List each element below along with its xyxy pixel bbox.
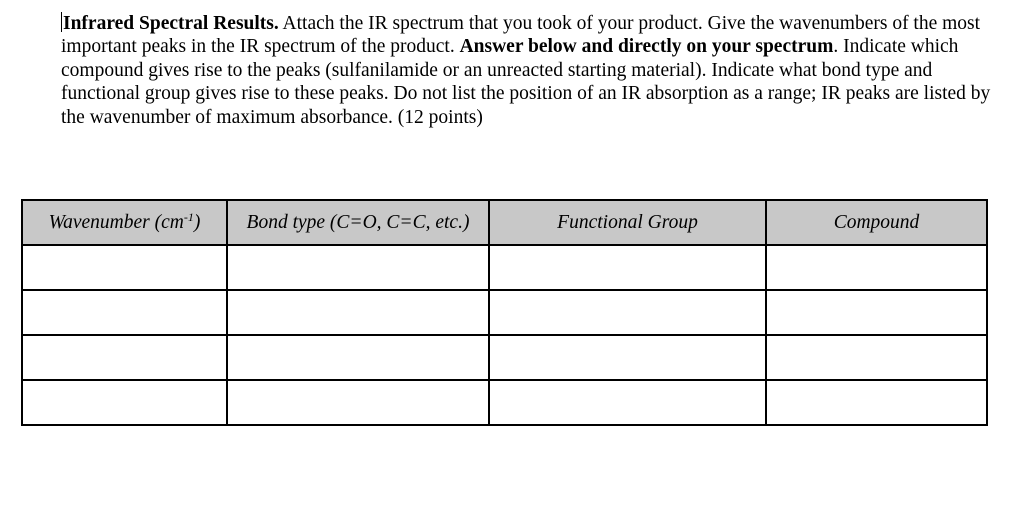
header-wavenumber-superscript: -1 <box>183 209 194 224</box>
cell-wavenumber[interactable] <box>22 290 227 335</box>
section-title: Infrared Spectral Results. <box>63 13 279 34</box>
table-row <box>22 380 987 425</box>
header-compound: Compound <box>766 200 987 245</box>
cell-compound[interactable] <box>766 245 987 290</box>
header-functional-group: Functional Group <box>489 200 766 245</box>
header-bond-type: Bond type (C=O, C=C, etc.) <box>227 200 489 245</box>
cell-functional-group[interactable] <box>489 290 766 335</box>
cell-compound[interactable] <box>766 335 987 380</box>
cell-functional-group[interactable] <box>489 245 766 290</box>
cell-wavenumber[interactable] <box>22 245 227 290</box>
table-row <box>22 245 987 290</box>
text-cursor <box>61 12 62 32</box>
cell-bond-type[interactable] <box>227 290 489 335</box>
cell-bond-type[interactable] <box>227 380 489 425</box>
header-wavenumber-text: Wavenumber (cm <box>48 211 184 233</box>
table-row <box>22 335 987 380</box>
instructions-part-1: Attach the IR spectrum that you took of your product. Give the wavenumbers of the most important peaks in the IR spectrum of the product. <box>61 13 981 58</box>
cell-compound[interactable] <box>766 380 987 425</box>
table-header-row <box>22 200 987 245</box>
cell-wavenumber[interactable] <box>22 335 227 380</box>
ir-results-table <box>21 199 988 426</box>
table-row <box>22 290 987 335</box>
cell-functional-group[interactable] <box>489 335 766 380</box>
cell-bond-type[interactable] <box>227 335 489 380</box>
cell-functional-group[interactable] <box>489 380 766 425</box>
cell-compound[interactable] <box>766 290 987 335</box>
header-wavenumber-close: ) <box>193 211 201 233</box>
instructions-part-2: . Indicate which compound gives rise to the peaks (sulfanilamide or an unreacted starting material). Indicate what bond type and functional group gives rise to these peaks. Do not list the position of an IR absorption as a range; IR peaks are listed by the wavenumber of maximum absorbance. (12 points) <box>61 36 991 128</box>
cell-wavenumber[interactable] <box>22 380 227 425</box>
instructions-paragraph <box>61 12 991 129</box>
instructions-emphasis: Answer below and directly on your spectrum <box>459 36 834 58</box>
cell-bond-type[interactable] <box>227 245 489 290</box>
header-wavenumber <box>22 200 227 245</box>
